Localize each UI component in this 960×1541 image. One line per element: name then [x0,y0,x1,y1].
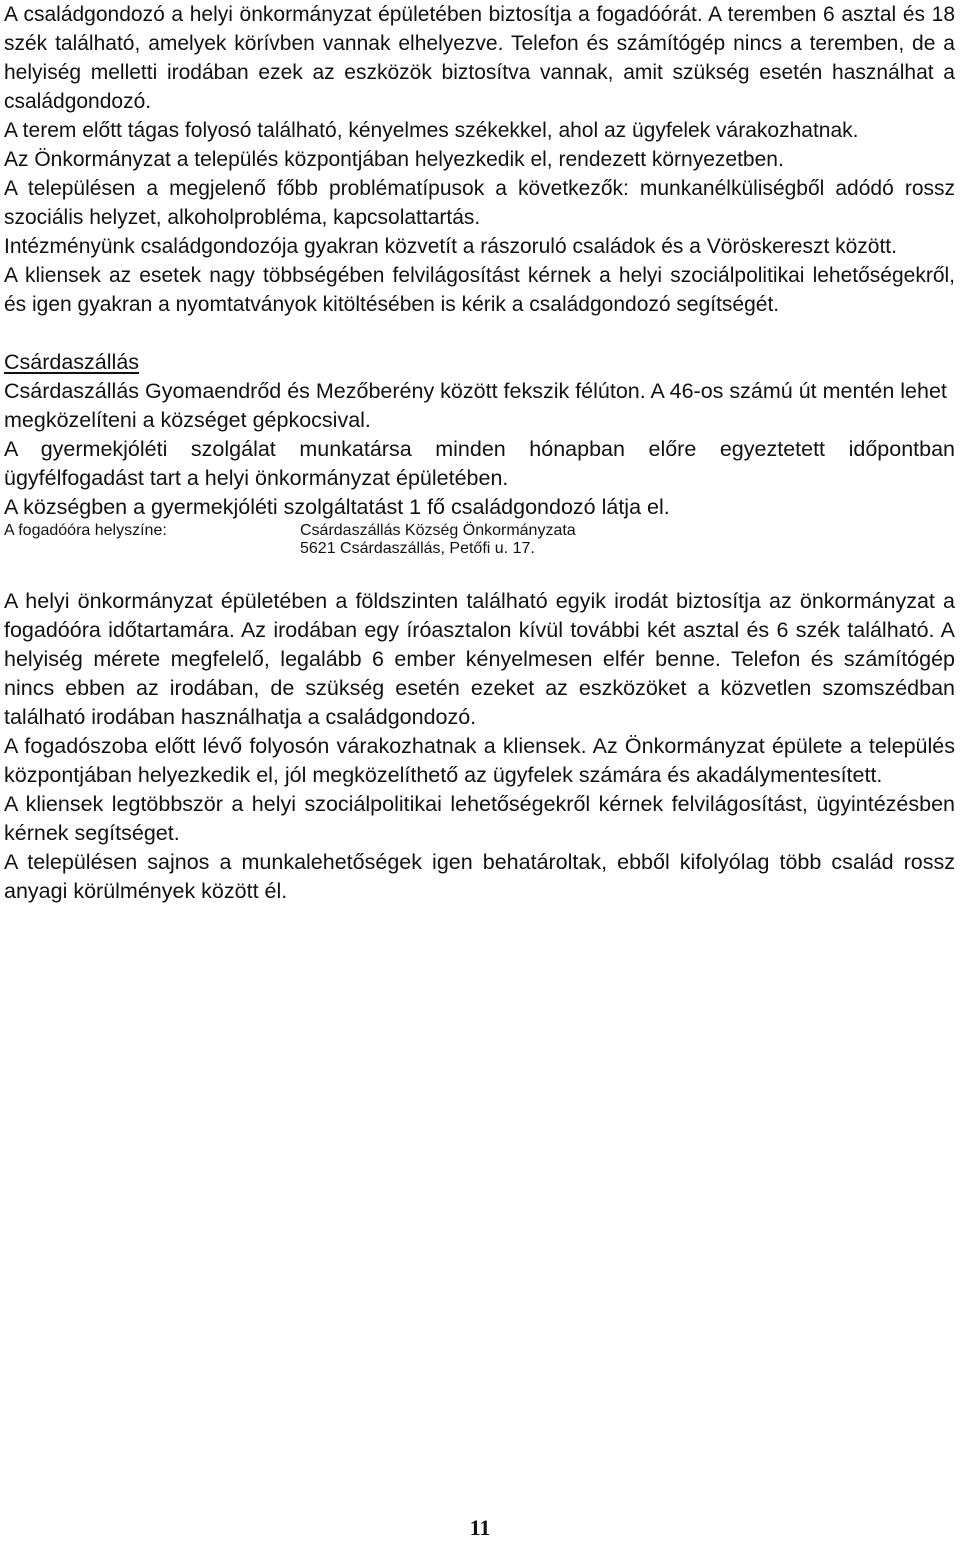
document-page [4,0,955,906]
paragraph: A kliensek az esetek nagy többségében felvilágosítást kérnek a helyi szociálpolitikai lehetőségekről, és igen gyakran a nyomtatványok kitöltésében is kérik a családgondozó segítségét. [4,264,955,316]
paragraph: Csárdaszállás Gyomaendrőd és Mezőberény között fekszik félúton. A 46-os számú út mentén lehet megközelíteni a községet gépkocsival. [4,379,947,432]
paragraph: A településen a megjelenő főbb problématípusok a következők: munkanélküliségből adódó rossz szociális helyzet, alkoholprobléma, kapcsolattartás. [4,177,955,229]
paragraph: Az Önkormányzat a település központjában helyezkedik el, rendezett környezetben. [4,148,784,171]
paragraph: A településen sajnos a munkalehetőségek igen behatároltak, ebből kifolyólag több család rossz anyagi körülmények között él. [4,850,955,903]
section-intro [4,0,955,319]
page-number: 11 [469,1515,491,1540]
section-heading: Csárdaszállás [4,350,140,374]
paragraph: A helyi önkormányzat épületében a földszinten található egyik irodát biztosítja az önkormányzat a fogadóóra időtartamára. Az irodában egy íróasztalon kívül további két asztal és 6 szék található. A helyiség mérete megfelelő, legalább 6 ember kényelmesen elfér benne. Telefon és számítógép nincs ebben az irodában, de szükség esetén ezeket az eszközöket a közvetlen szomszédban található irodában használhatja a családgondozó. [4,589,955,729]
address-line: 5621 Csárdaszállás, Petőfi u. 17. [300,540,535,557]
address-block [4,522,955,558]
spacer [4,319,955,348]
paragraph: A terem előtt tágas folyosó található, kényelmes székekkel, ahol az ügyfelek várakozhatnak. [4,119,859,142]
paragraph: A családgondozó a helyi önkormányzat épületében biztosítja a fogadóórát. A teremben 6 asztal és 18 szék található, amelyek körívben vannak elhelyezve. Telefon és számítógép nincs a teremben, de a helyiség melletti irodában ezek az eszközök biztosítva vannak, amit szükség esetén használhat a családgondozó. [4,3,955,113]
paragraph: A fogadószoba előtt lévő folyosón várakozhatnak a kliensek. Az Önkormányzat épülete a település központjában helyezkedik el, jól megközelíthető az ügyfelek számára és akadálymentesített. [4,734,955,787]
paragraph: A gyermekjóléti szolgálat munkatársa minden hónapban előre egyeztetett időpontban ügyfélfogadást tart a helyi önkormányzat épületében. [4,437,955,490]
paragraph: A községben a gyermekjóléti szolgáltatást 1 fő családgondozó látja el. [4,495,670,519]
address-value [300,522,955,558]
section-csardaszallas [4,348,955,906]
address-line: Csárdaszállás Község Önkormányzata [300,522,576,539]
paragraph: A kliensek legtöbbször a helyi szociálpolitikai lehetőségekről kérnek felvilágosítást, ügyintézésben kérnek segítséget. [4,792,955,845]
spacer [4,558,955,587]
paragraph: Intézményünk családgondozója gyakran közvetít a rászoruló családok és a Vöröskereszt között. [4,235,897,258]
address-label: A fogadóóra helyszíne: [4,522,167,539]
